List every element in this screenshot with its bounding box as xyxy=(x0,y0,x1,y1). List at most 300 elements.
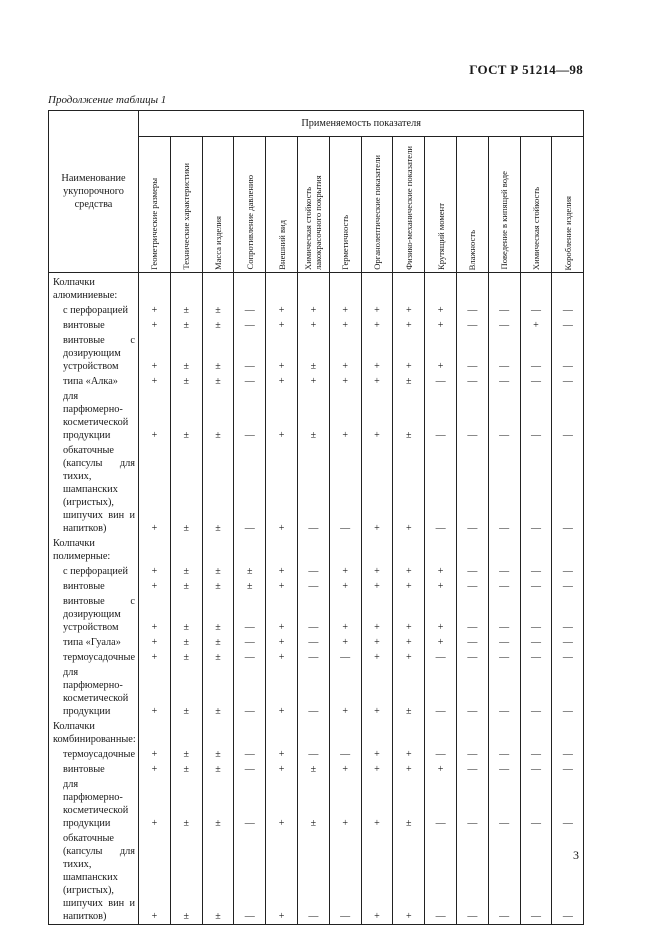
cell-value: — xyxy=(234,747,266,762)
cell-value xyxy=(393,719,425,747)
page-number: 3 xyxy=(573,848,579,862)
cell-value xyxy=(488,719,520,747)
row-name: обкаточные (капсулы для тихих, шампанских (игристых), шипучих вин и напитков) xyxy=(49,443,139,536)
cell-value: — xyxy=(234,443,266,536)
cell-value xyxy=(297,719,329,747)
cell-value: — xyxy=(425,777,457,831)
cell-value: ± xyxy=(202,635,234,650)
cell-value: ± xyxy=(393,389,425,443)
cell-value: + xyxy=(520,318,552,333)
cell-value: — xyxy=(552,318,584,333)
cell-value: — xyxy=(520,777,552,831)
cell-value: + xyxy=(425,564,457,579)
cell-value: — xyxy=(488,747,520,762)
cell-value: ± xyxy=(297,762,329,777)
cell-value: — xyxy=(234,318,266,333)
cell-value: + xyxy=(425,303,457,318)
table-row xyxy=(49,564,584,579)
cell-value: — xyxy=(488,777,520,831)
cell-value: — xyxy=(488,303,520,318)
cell-value xyxy=(202,536,234,564)
cell-value: — xyxy=(456,594,488,635)
cell-value: + xyxy=(361,650,393,665)
cell-value: ± xyxy=(170,374,202,389)
cell-value: ± xyxy=(170,650,202,665)
cell-value xyxy=(139,719,171,747)
column-header-label: Геометрические размеры xyxy=(149,178,160,270)
cell-value: — xyxy=(552,333,584,374)
cell-value: — xyxy=(456,333,488,374)
column-header xyxy=(170,137,202,273)
cell-value xyxy=(393,536,425,564)
cell-value xyxy=(456,719,488,747)
cell-value: — xyxy=(425,747,457,762)
cell-value xyxy=(170,719,202,747)
cell-value: ± xyxy=(202,303,234,318)
cell-value xyxy=(170,536,202,564)
cell-value: — xyxy=(329,831,361,925)
cell-value: ± xyxy=(170,635,202,650)
column-header-label: Химическая стойкость xyxy=(530,186,541,270)
cell-value: + xyxy=(393,747,425,762)
cell-value xyxy=(329,273,361,304)
cell-value xyxy=(393,273,425,304)
cell-value: — xyxy=(520,333,552,374)
cell-value: — xyxy=(297,443,329,536)
table-row xyxy=(49,579,584,594)
cell-value: + xyxy=(361,831,393,925)
cell-value: + xyxy=(329,762,361,777)
cell-value: ± xyxy=(202,443,234,536)
cell-value: + xyxy=(139,777,171,831)
cell-value: — xyxy=(552,635,584,650)
cell-value: + xyxy=(393,333,425,374)
cell-value: — xyxy=(456,762,488,777)
cell-value: — xyxy=(520,831,552,925)
column-header xyxy=(139,137,171,273)
cell-value: — xyxy=(297,635,329,650)
cell-value: + xyxy=(425,635,457,650)
cell-value: + xyxy=(329,594,361,635)
cell-value: + xyxy=(361,777,393,831)
table-row xyxy=(49,594,584,635)
cell-value xyxy=(234,536,266,564)
table-row xyxy=(49,273,584,304)
cell-value: — xyxy=(520,443,552,536)
cell-value: + xyxy=(266,443,298,536)
table-row xyxy=(49,650,584,665)
cell-value: — xyxy=(234,665,266,719)
row-name: с перфорацией xyxy=(49,303,139,318)
row-name: для парфюмерно-косметической продукции xyxy=(49,777,139,831)
row-name: с перфорацией xyxy=(49,564,139,579)
table-row xyxy=(49,777,584,831)
cell-value xyxy=(266,273,298,304)
cell-value: — xyxy=(329,650,361,665)
cell-value: ± xyxy=(170,762,202,777)
cell-value: — xyxy=(488,594,520,635)
cell-value: + xyxy=(139,333,171,374)
cell-value: + xyxy=(297,303,329,318)
column-header xyxy=(552,137,584,273)
column-header-label: Органолептические показатели xyxy=(371,155,382,270)
cell-value xyxy=(425,536,457,564)
cell-value xyxy=(266,536,298,564)
table-row xyxy=(49,303,584,318)
cell-value: ± xyxy=(170,831,202,925)
cell-value: + xyxy=(266,635,298,650)
column-header-label: Влажность xyxy=(467,229,478,270)
cell-value: + xyxy=(329,333,361,374)
cell-value xyxy=(552,273,584,304)
cell-value: — xyxy=(520,374,552,389)
row-name: винтовые xyxy=(49,318,139,333)
row-name: Колпачки комбинированные: xyxy=(49,719,139,747)
cell-value: — xyxy=(552,443,584,536)
cell-value: — xyxy=(329,443,361,536)
cell-value: — xyxy=(297,831,329,925)
cell-value: ± xyxy=(297,389,329,443)
cell-value: + xyxy=(329,579,361,594)
cell-value xyxy=(234,273,266,304)
cell-value: — xyxy=(520,635,552,650)
cell-value: — xyxy=(456,318,488,333)
cell-value xyxy=(520,273,552,304)
cell-value: — xyxy=(297,650,329,665)
cell-value: — xyxy=(297,564,329,579)
cell-value: ± xyxy=(202,389,234,443)
cell-value: + xyxy=(425,594,457,635)
row-name: для парфюмерно-косметической продукции xyxy=(49,665,139,719)
cell-value xyxy=(234,719,266,747)
cell-value: — xyxy=(520,747,552,762)
cell-value: + xyxy=(329,564,361,579)
cell-value xyxy=(488,536,520,564)
cell-value: + xyxy=(393,831,425,925)
cell-value: — xyxy=(488,333,520,374)
cell-value: — xyxy=(456,635,488,650)
table-row xyxy=(49,635,584,650)
column-header xyxy=(329,137,361,273)
cell-value: ± xyxy=(170,665,202,719)
column-header xyxy=(202,137,234,273)
cell-value: + xyxy=(425,318,457,333)
cell-value: ± xyxy=(297,333,329,374)
cell-value: + xyxy=(266,389,298,443)
cell-value: — xyxy=(552,303,584,318)
table-row xyxy=(49,762,584,777)
cell-value xyxy=(266,719,298,747)
cell-value xyxy=(456,536,488,564)
cell-value: — xyxy=(297,579,329,594)
cell-value: — xyxy=(488,374,520,389)
row-name: винтовые с дозирующим устройством xyxy=(49,333,139,374)
column-header xyxy=(393,137,425,273)
cell-value: + xyxy=(266,650,298,665)
row-name: Колпачки полимерные: xyxy=(49,536,139,564)
cell-value: + xyxy=(329,665,361,719)
cell-value: ± xyxy=(170,333,202,374)
cell-value: + xyxy=(361,443,393,536)
cell-value: + xyxy=(361,564,393,579)
table-row xyxy=(49,747,584,762)
cell-value: ± xyxy=(202,594,234,635)
cell-value: + xyxy=(266,777,298,831)
cell-value: — xyxy=(425,374,457,389)
cell-value: + xyxy=(329,303,361,318)
cell-value: + xyxy=(329,374,361,389)
cell-value: — xyxy=(520,665,552,719)
cell-value xyxy=(520,719,552,747)
cell-value: ± xyxy=(170,443,202,536)
column-header xyxy=(234,137,266,273)
cell-value: ± xyxy=(170,594,202,635)
cell-value xyxy=(139,536,171,564)
cell-value: + xyxy=(139,594,171,635)
name-column-header: Наименование укупорочного средства xyxy=(49,111,139,273)
cell-value: — xyxy=(552,777,584,831)
cell-value: — xyxy=(488,564,520,579)
cell-value: + xyxy=(139,318,171,333)
cell-value xyxy=(297,536,329,564)
cell-value: — xyxy=(234,303,266,318)
cell-value: + xyxy=(425,762,457,777)
applicability-group-header: Применяемость показателя xyxy=(139,111,584,137)
cell-value: + xyxy=(266,762,298,777)
cell-value: — xyxy=(456,579,488,594)
row-name: винтовые xyxy=(49,762,139,777)
cell-value: — xyxy=(234,374,266,389)
cell-value: — xyxy=(234,635,266,650)
applicability-table xyxy=(48,110,584,925)
column-header-label: Физико-механические показатели xyxy=(403,146,414,270)
cell-value: — xyxy=(297,747,329,762)
cell-value: ± xyxy=(393,777,425,831)
cell-value xyxy=(361,536,393,564)
cell-value: + xyxy=(393,635,425,650)
cell-value: — xyxy=(297,665,329,719)
table-row xyxy=(49,443,584,536)
cell-value: + xyxy=(139,303,171,318)
cell-value: ± xyxy=(202,762,234,777)
cell-value xyxy=(425,273,457,304)
cell-value: + xyxy=(266,374,298,389)
cell-value: — xyxy=(488,579,520,594)
cell-value: + xyxy=(139,665,171,719)
cell-value: ± xyxy=(170,303,202,318)
cell-value: — xyxy=(520,303,552,318)
cell-value: — xyxy=(552,594,584,635)
cell-value: — xyxy=(425,831,457,925)
column-header-label: Крутящий момент xyxy=(435,203,446,270)
table-row xyxy=(49,536,584,564)
table-continuation-caption: Продолжение таблицы 1 xyxy=(48,94,167,106)
column-header-label: Коробление изделия xyxy=(562,195,573,270)
cell-value: ± xyxy=(234,564,266,579)
cell-value: — xyxy=(552,564,584,579)
table-row xyxy=(49,665,584,719)
cell-value: + xyxy=(361,762,393,777)
column-header xyxy=(425,137,457,273)
cell-value: + xyxy=(266,579,298,594)
cell-value: — xyxy=(297,594,329,635)
cell-value: + xyxy=(393,318,425,333)
cell-value: + xyxy=(361,374,393,389)
column-header-label: Химическая стойкость лакокрасочного покрытия xyxy=(303,175,324,270)
cell-value: — xyxy=(425,665,457,719)
row-name: термоусадочные xyxy=(49,650,139,665)
row-name: термоусадочные xyxy=(49,747,139,762)
column-header-label: Технические характеристики xyxy=(181,163,192,270)
cell-value: — xyxy=(456,564,488,579)
cell-value xyxy=(425,719,457,747)
cell-value: + xyxy=(393,762,425,777)
table-row xyxy=(49,719,584,747)
cell-value: + xyxy=(361,747,393,762)
cell-value: — xyxy=(520,579,552,594)
row-name: для парфюмерно-косметической продукции xyxy=(49,389,139,443)
cell-value: — xyxy=(456,665,488,719)
document-code: ГОСТ Р 51214—98 xyxy=(469,62,583,77)
row-name: винтовые с дозирующим устройством xyxy=(49,594,139,635)
cell-value: + xyxy=(266,747,298,762)
cell-value: + xyxy=(139,747,171,762)
cell-value: + xyxy=(139,831,171,925)
cell-value xyxy=(456,273,488,304)
cell-value: — xyxy=(425,443,457,536)
cell-value: — xyxy=(425,389,457,443)
cell-value: — xyxy=(488,389,520,443)
cell-value: ± xyxy=(202,318,234,333)
cell-value: + xyxy=(266,333,298,374)
cell-value xyxy=(361,719,393,747)
cell-value: + xyxy=(393,579,425,594)
cell-value: + xyxy=(361,389,393,443)
cell-value: + xyxy=(297,374,329,389)
cell-value: — xyxy=(520,594,552,635)
cell-value: — xyxy=(234,762,266,777)
cell-value: ± xyxy=(202,831,234,925)
cell-value: + xyxy=(329,777,361,831)
table-row xyxy=(49,374,584,389)
cell-value: ± xyxy=(202,650,234,665)
cell-value: + xyxy=(361,303,393,318)
cell-value: — xyxy=(234,777,266,831)
cell-value: ± xyxy=(202,333,234,374)
cell-value: + xyxy=(139,443,171,536)
table-row xyxy=(49,389,584,443)
cell-value: — xyxy=(456,777,488,831)
cell-value: — xyxy=(329,747,361,762)
cell-value: — xyxy=(456,389,488,443)
cell-value: — xyxy=(234,594,266,635)
cell-value: + xyxy=(139,564,171,579)
cell-value: ± xyxy=(170,389,202,443)
row-name: Колпачки алюминиевые: xyxy=(49,273,139,304)
cell-value: + xyxy=(361,635,393,650)
cell-value: + xyxy=(361,333,393,374)
row-name: винтовые xyxy=(49,579,139,594)
column-header xyxy=(297,137,329,273)
row-name: обкаточные (капсулы для тихих, шампанских (игристых), шипучих вин и напитков) xyxy=(49,831,139,925)
cell-value: — xyxy=(456,650,488,665)
cell-value: + xyxy=(139,374,171,389)
cell-value: + xyxy=(361,665,393,719)
column-header xyxy=(520,137,552,273)
cell-value: + xyxy=(393,303,425,318)
cell-value: ± xyxy=(393,665,425,719)
cell-value xyxy=(520,536,552,564)
cell-value: — xyxy=(234,650,266,665)
table-row xyxy=(49,333,584,374)
cell-value: + xyxy=(393,443,425,536)
cell-value: — xyxy=(234,831,266,925)
cell-value xyxy=(170,273,202,304)
cell-value: — xyxy=(456,374,488,389)
cell-value: ± xyxy=(202,747,234,762)
cell-value: ± xyxy=(202,564,234,579)
cell-value: — xyxy=(488,762,520,777)
cell-value: — xyxy=(520,762,552,777)
cell-value: ± xyxy=(202,374,234,389)
cell-value: — xyxy=(456,831,488,925)
cell-value: + xyxy=(139,389,171,443)
cell-value xyxy=(361,273,393,304)
cell-value: ± xyxy=(170,579,202,594)
cell-value: — xyxy=(552,579,584,594)
cell-value xyxy=(329,719,361,747)
cell-value: ± xyxy=(393,374,425,389)
cell-value: + xyxy=(139,762,171,777)
cell-value: — xyxy=(552,747,584,762)
row-name: типа «Алка» xyxy=(49,374,139,389)
cell-value: — xyxy=(552,374,584,389)
cell-value: — xyxy=(552,389,584,443)
column-header xyxy=(266,137,298,273)
cell-value: ± xyxy=(170,777,202,831)
cell-value: — xyxy=(456,747,488,762)
cell-value: — xyxy=(552,650,584,665)
cell-value: — xyxy=(456,303,488,318)
cell-value: + xyxy=(393,594,425,635)
cell-value: — xyxy=(552,831,584,925)
cell-value: + xyxy=(425,333,457,374)
cell-value xyxy=(297,273,329,304)
cell-value: — xyxy=(520,564,552,579)
column-header xyxy=(456,137,488,273)
cell-value xyxy=(329,536,361,564)
cell-value: + xyxy=(361,594,393,635)
cell-value: — xyxy=(552,762,584,777)
cell-value: — xyxy=(552,665,584,719)
cell-value: + xyxy=(329,389,361,443)
column-header-label: Герметичность xyxy=(340,215,351,270)
cell-value: + xyxy=(297,318,329,333)
cell-value: — xyxy=(488,635,520,650)
cell-value: ± xyxy=(297,777,329,831)
column-header-label: Масса изделия xyxy=(212,215,223,270)
cell-value: + xyxy=(393,650,425,665)
cell-value: — xyxy=(520,650,552,665)
cell-value: ± xyxy=(170,564,202,579)
cell-value: + xyxy=(266,665,298,719)
cell-value xyxy=(202,273,234,304)
cell-value: ± xyxy=(170,747,202,762)
column-header xyxy=(488,137,520,273)
cell-value xyxy=(552,536,584,564)
cell-value: — xyxy=(488,650,520,665)
cell-value: + xyxy=(139,650,171,665)
